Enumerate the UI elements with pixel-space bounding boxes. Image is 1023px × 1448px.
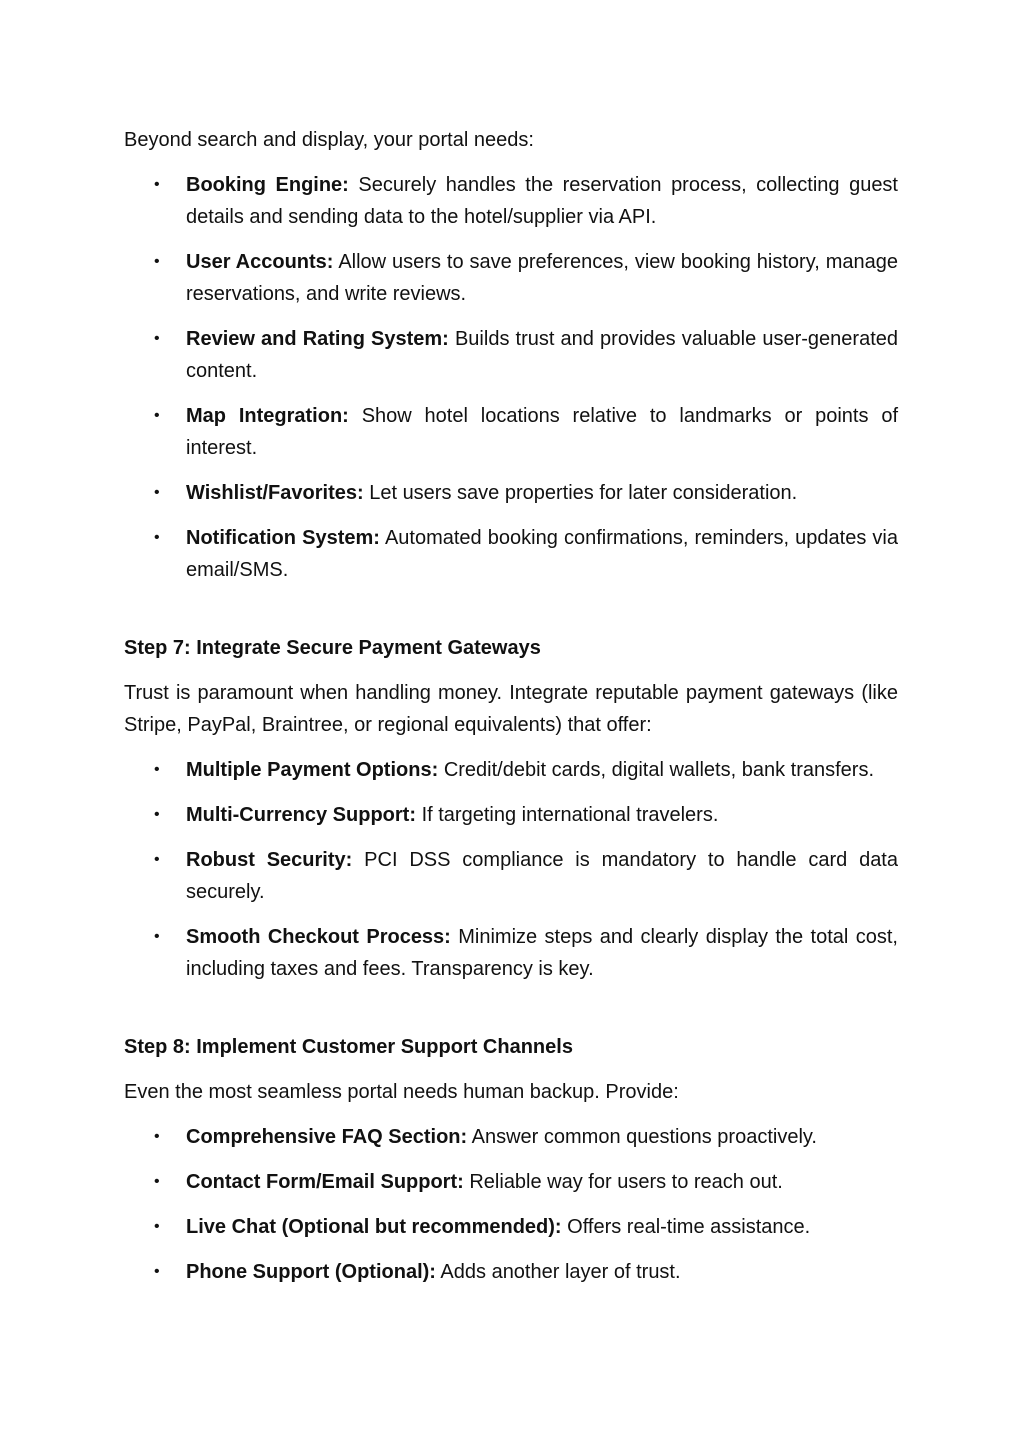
item-term: Live Chat (Optional but recommended): xyxy=(186,1216,562,1238)
bullet-icon: • xyxy=(154,253,160,270)
features-list xyxy=(124,169,898,586)
bullet-icon: • xyxy=(154,928,160,945)
bullet-icon: • xyxy=(154,806,160,823)
bullet-icon: • xyxy=(154,1218,160,1235)
item-term: Multi-Currency Support: xyxy=(186,804,416,826)
bullet-icon: • xyxy=(154,529,160,546)
item-description: If targeting international travelers. xyxy=(421,804,719,826)
step8-intro: Even the most seamless portal needs human backup. Provide: xyxy=(124,1081,679,1103)
list-item xyxy=(124,844,898,908)
item-term: Review and Rating System: xyxy=(186,328,449,350)
item-term: Contact Form/Email Support: xyxy=(186,1171,464,1193)
list-item xyxy=(124,169,898,233)
item-description: Credit/debit cards, digital wallets, bank transfers. xyxy=(443,759,875,781)
item-description: Offers real-time assistance. xyxy=(567,1216,811,1238)
item-term: Notification System: xyxy=(186,527,380,549)
bullet-icon: • xyxy=(154,761,160,778)
list-item xyxy=(124,1121,898,1153)
list-item xyxy=(124,1211,898,1243)
list-item xyxy=(124,921,898,985)
item-description: Minimize steps and clearly display the total cost, including taxes and fees. Transparency is key. xyxy=(186,926,898,980)
bullet-icon: • xyxy=(154,176,160,193)
list-item xyxy=(124,477,898,509)
list-item xyxy=(124,1166,898,1198)
item-description: PCI DSS compliance is mandatory to handle card data securely. xyxy=(186,849,898,903)
step7-intro: Trust is paramount when handling money. Integrate reputable payment gateways (like Stripe, PayPal, Braintree, or regional equivalents) that offer: xyxy=(124,682,898,736)
item-description: Answer common questions proactively. xyxy=(471,1126,817,1148)
step8-list xyxy=(124,1121,898,1288)
item-term: Comprehensive FAQ Section: xyxy=(186,1126,468,1148)
section-spacer xyxy=(124,599,898,632)
bullet-icon: • xyxy=(154,1173,160,1190)
item-term: User Accounts: xyxy=(186,251,334,273)
item-description: Allow users to save preferences, view booking history, manage reservations, and write reviews. xyxy=(186,251,898,305)
list-item xyxy=(124,323,898,387)
step7-heading: Step 7: Integrate Secure Payment Gateways xyxy=(124,637,541,659)
list-item xyxy=(124,400,898,464)
item-term: Wishlist/Favorites: xyxy=(186,482,364,504)
list-item xyxy=(124,522,898,586)
bullet-icon: • xyxy=(154,851,160,868)
document-page xyxy=(124,124,898,1301)
bullet-icon: • xyxy=(154,1128,160,1145)
list-item xyxy=(124,1256,898,1288)
section-spacer xyxy=(124,998,898,1031)
bullet-icon: • xyxy=(154,330,160,347)
item-term: Smooth Checkout Process: xyxy=(186,926,451,948)
item-description: Adds another layer of trust. xyxy=(440,1261,681,1283)
item-term: Map Integration: xyxy=(186,405,349,427)
intro-paragraph: Beyond search and display, your portal needs: xyxy=(124,129,534,151)
list-item xyxy=(124,799,898,831)
bullet-icon: • xyxy=(154,1263,160,1280)
bullet-icon: • xyxy=(154,407,160,424)
item-term: Booking Engine: xyxy=(186,174,349,196)
item-description: Show hotel locations relative to landmarks or points of interest. xyxy=(186,405,899,459)
item-term: Multiple Payment Options: xyxy=(186,759,439,781)
step7-list xyxy=(124,754,898,985)
list-item xyxy=(124,246,898,310)
item-term: Phone Support (Optional): xyxy=(186,1261,436,1283)
bullet-icon: • xyxy=(154,484,160,501)
item-description: Securely handles the reservation process, collecting guest details and sending data to the hotel/supplier via API. xyxy=(186,174,898,228)
list-item xyxy=(124,754,898,786)
item-description: Builds trust and provides valuable user-generated content. xyxy=(186,328,899,382)
step8-heading: Step 8: Implement Customer Support Channels xyxy=(124,1036,573,1058)
item-term: Robust Security: xyxy=(186,849,353,871)
item-description: Reliable way for users to reach out. xyxy=(469,1171,783,1193)
item-description: Let users save properties for later consideration. xyxy=(369,482,798,504)
item-description: Automated booking confirmations, reminders, updates via email/SMS. xyxy=(186,527,899,581)
